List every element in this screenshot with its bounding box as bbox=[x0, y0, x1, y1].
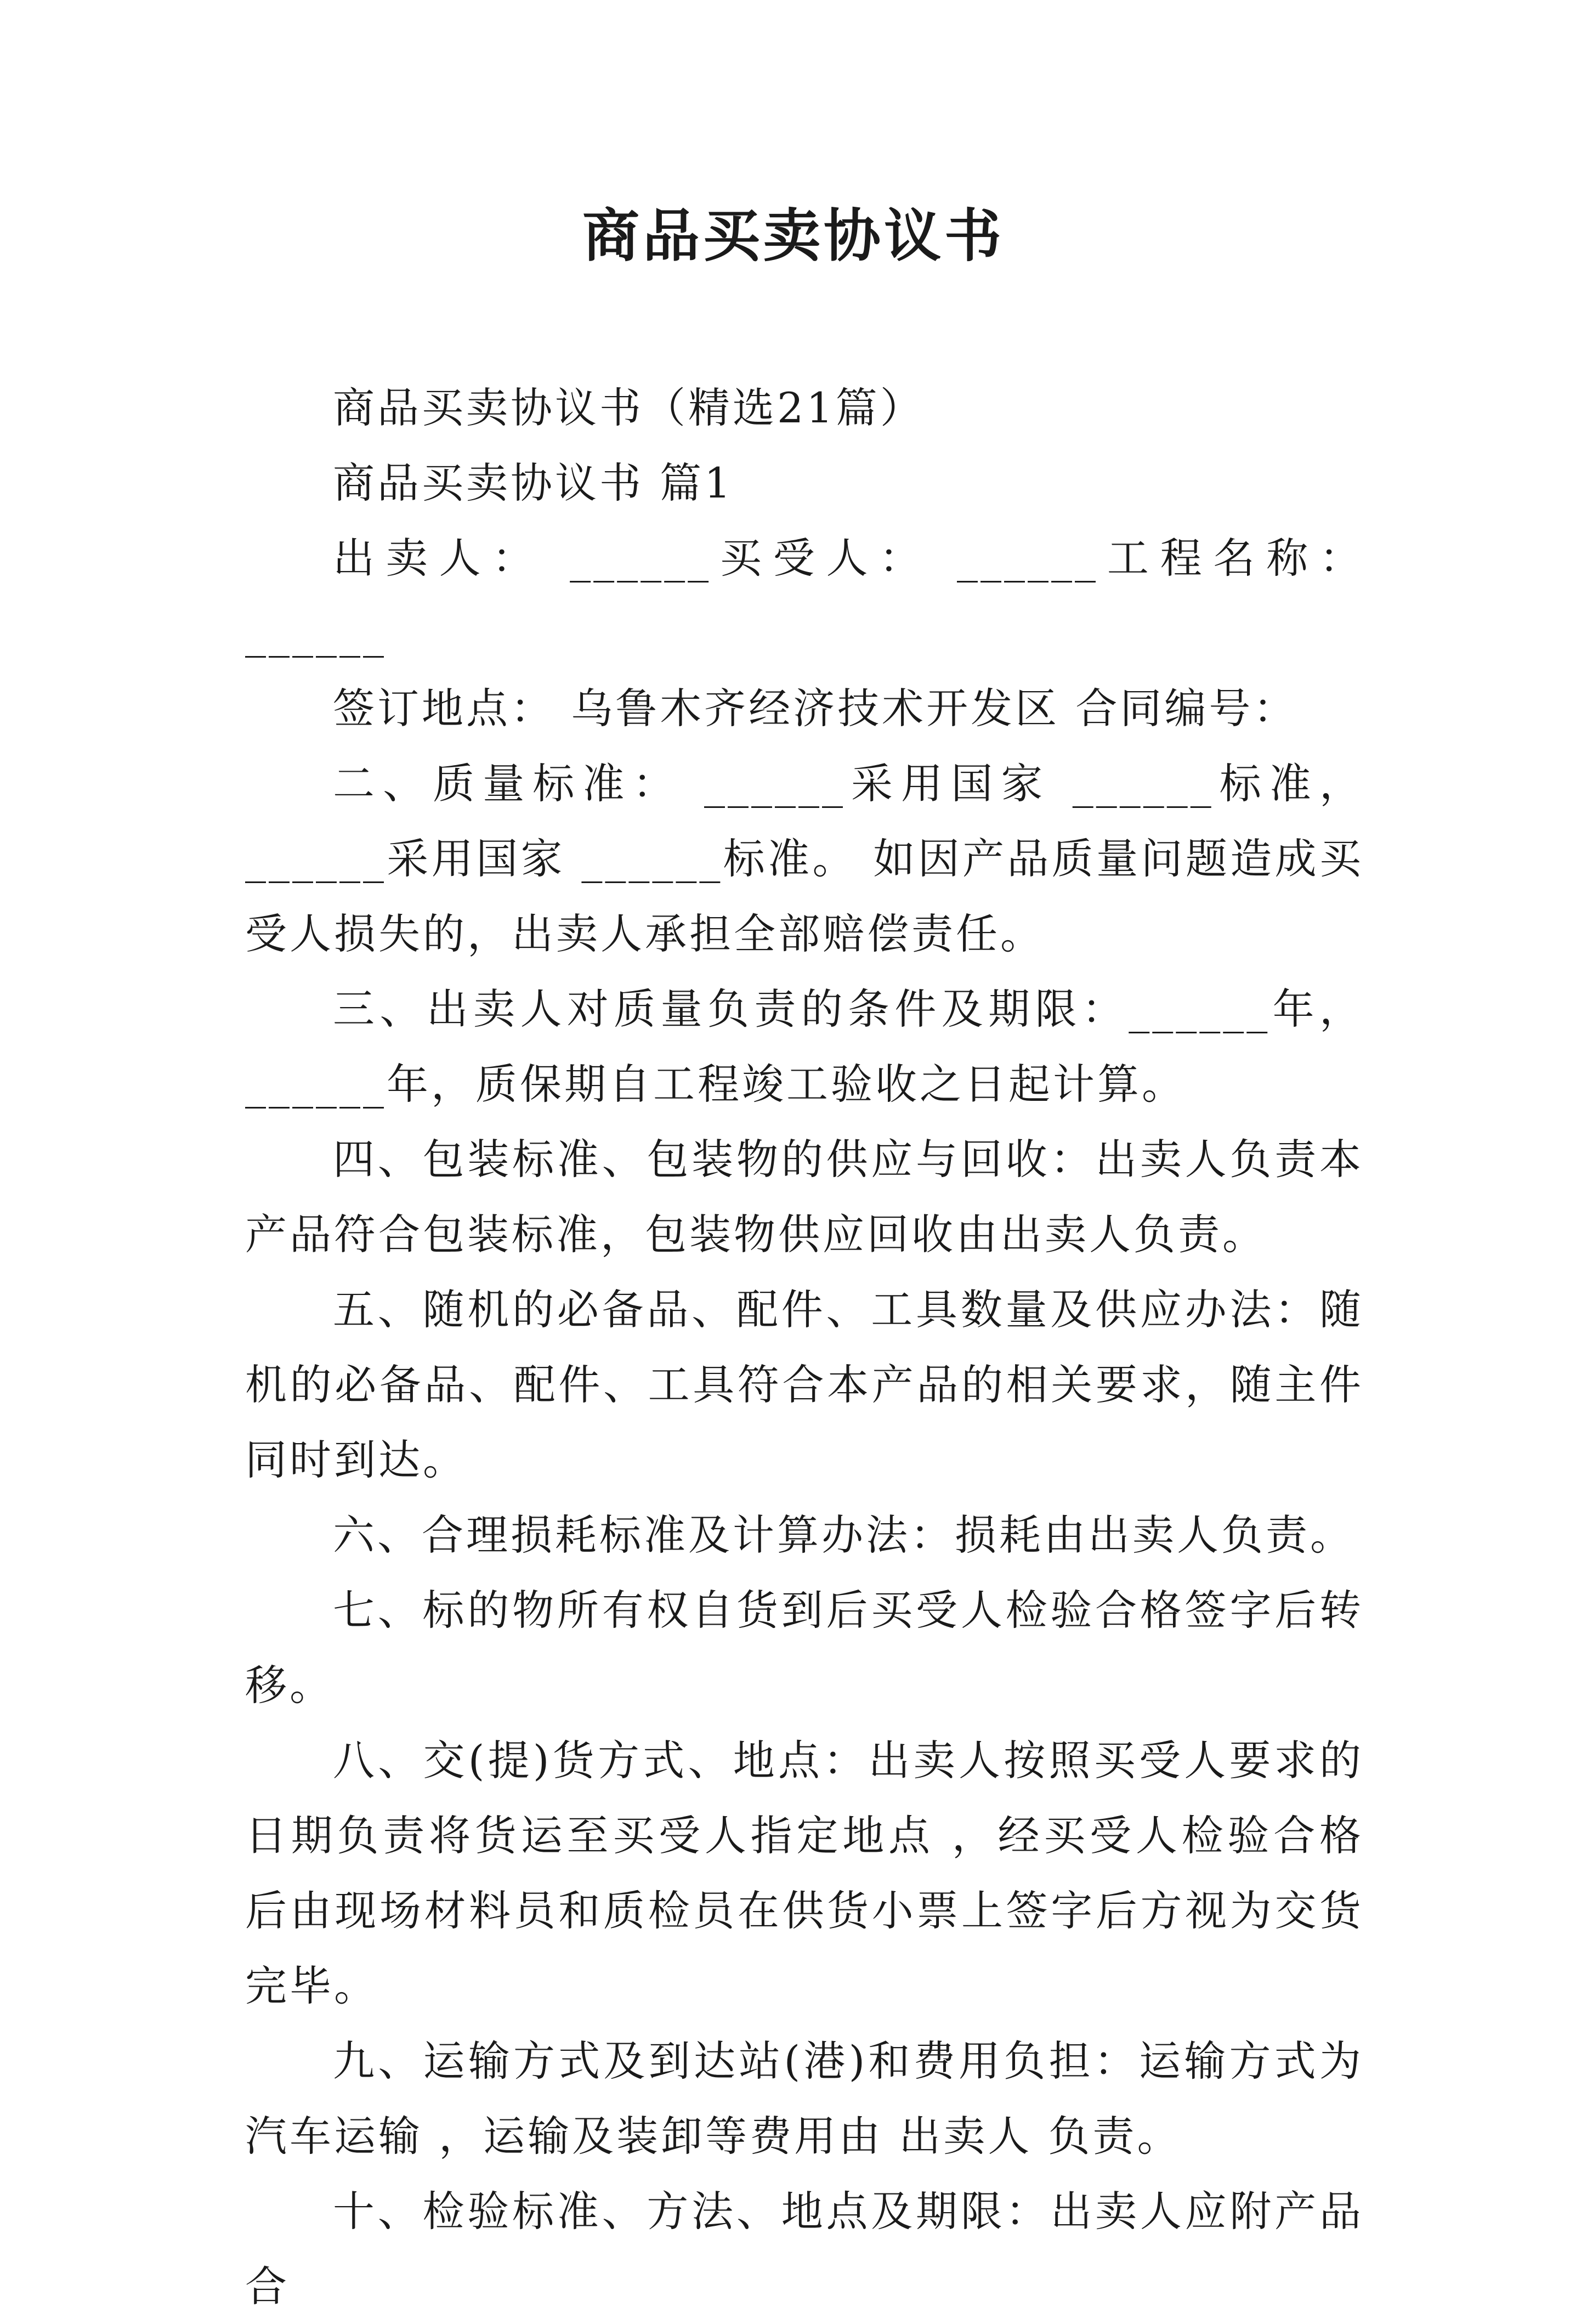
paragraph-subtitle: 商品买卖协议书（精选21篇） bbox=[333, 383, 925, 432]
paragraph-parties: 出卖人： ______买受人： ______工程名称：______ bbox=[245, 534, 1364, 658]
paragraph-packaging: 四、包装标准、包装物的供应与回收：出卖人负责本产品符合包装标准，包装物供应回收由出卖人负责。 bbox=[245, 1135, 1364, 1259]
document-title: 商品买卖协议书 bbox=[582, 202, 1005, 269]
paragraph-delivery: 八、交(提)货方式、地点：出卖人按照买受人要求的日期负责将货运至买受人指定地点 ，经买受人检验合格后由现场材料员和质检员在供货小票上签字后方视为交货完毕。 bbox=[245, 1736, 1364, 2010]
paragraph-ownership: 七、标的物所有权自货到后买受人检验合格签字后转移。 bbox=[245, 1586, 1364, 1710]
paragraph-transport: 九、运输方式及到达站(港)和费用负担：运输方式为汽车运输 ，运输及装卸等费用由 出卖人 负责。 bbox=[245, 2037, 1364, 2161]
paragraph-quality-standard: 二、质量标准： ______采用国家 ______标准， ______采用国家 ______标准。 如因产品质量问题造成买受人损失的，出卖人承担全部赔偿责任。 bbox=[245, 759, 1380, 958]
paragraph-accessories: 五、随机的必备品、配件、工具数量及供应办法：随机的必备品、配件、工具符合本产品的相关要求，随主件同时到达。 bbox=[245, 1285, 1364, 1484]
paragraph-chapter-heading: 商品买卖协议书 篇1 bbox=[333, 459, 734, 507]
paragraph-loss-standard: 六、合理损耗标准及计算办法：损耗由出卖人负责。 bbox=[333, 1511, 1354, 1559]
paragraph-quality-warranty: 三、出卖人对质量负责的条件及期限：______年，______年，质保期自工程竣工验收之日起计算。 bbox=[245, 985, 1364, 1109]
document-body bbox=[245, 370, 1380, 2324]
paragraph-signing-location: 签订地点： 乌鲁木齐经济技术开发区 合同编号： bbox=[333, 684, 1298, 733]
paragraph-inspection: 十、检验标准、方法、地点及期限：出卖人应附产品合 bbox=[245, 2187, 1364, 2311]
